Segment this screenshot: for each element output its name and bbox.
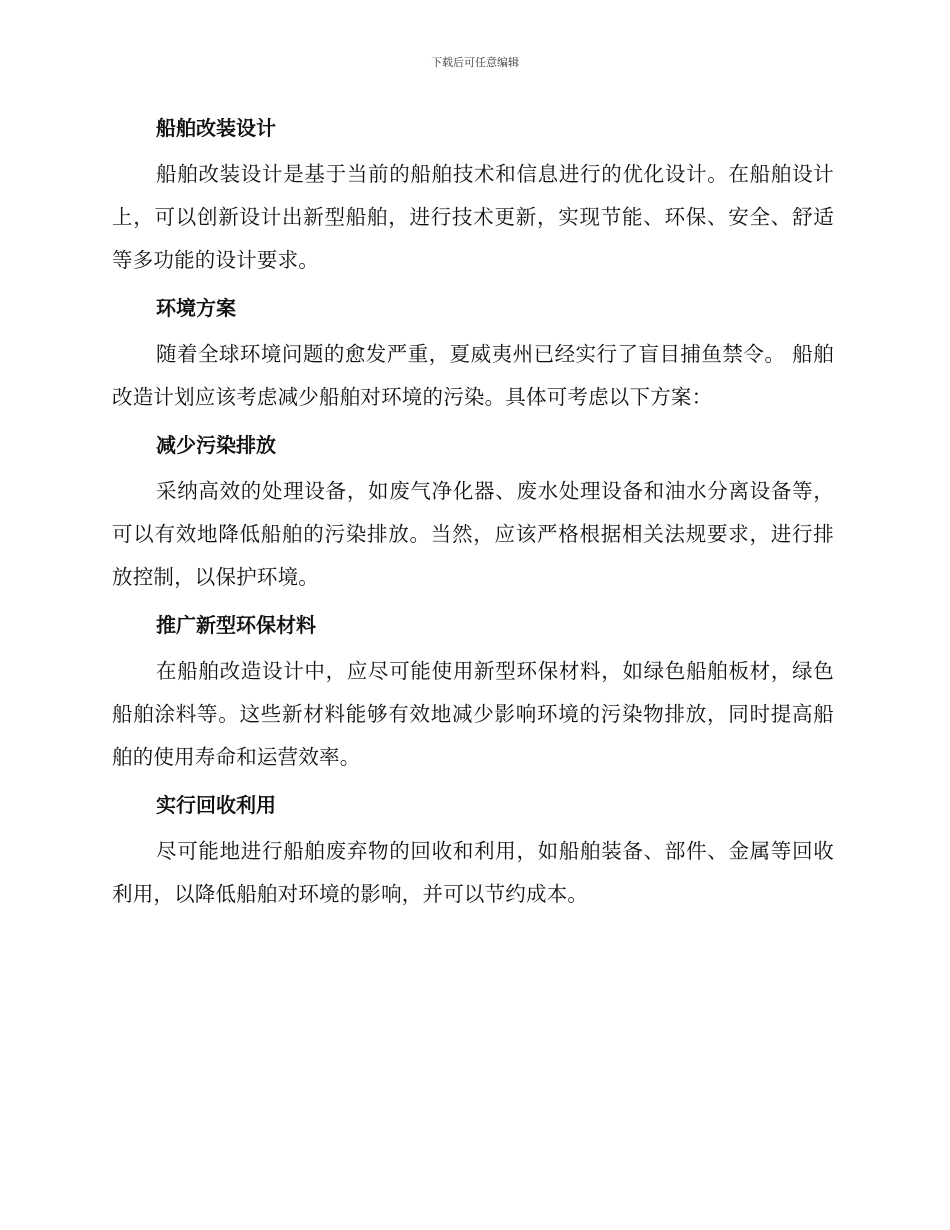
section-paragraph: 采纳高效的处理设备，如废气净化器、废水处理设备和油水分离设备等，可以有效地降低船舶的污染排放。当然，应该严格根据相关法规要求，进行排放控制，以保护环境。 — [112, 479, 834, 589]
section-heading: 船舶改装设计 — [156, 116, 276, 140]
page-header: 下载后可任意编辑 — [431, 56, 519, 69]
section-ship-modification-design — [112, 108, 834, 282]
section-heading: 减少污染排放 — [156, 433, 276, 457]
section-heading: 环境方案 — [156, 296, 236, 320]
section-paragraph: 随着全球环境问题的愈发严重，夏威夷州已经实行了盲目捕鱼禁令。 船舶改造计划应该考虑减少船舶对环境的污染。具体可考虑以下方案： — [112, 342, 834, 409]
section-recycling — [112, 785, 834, 916]
section-reduce-pollution — [112, 425, 834, 599]
section-environment-plan — [112, 288, 834, 419]
section-paragraph: 在船舶改造设计中，应尽可能使用新型环保材料，如绿色船舶板材，绿色船舶涂料等。这些新材料能够有效地减少影响环境的污染物排放，同时提高船舶的使用寿命和运营效率。 — [112, 659, 834, 769]
document-body — [112, 108, 834, 922]
section-paragraph: 船舶改装设计是基于当前的船舶技术和信息进行的优化设计。在船舶设计上，可以创新设计出新型船舶，进行技术更新，实现节能、环保、安全、舒适等多功能的设计要求。 — [112, 162, 834, 272]
section-eco-materials — [112, 605, 834, 779]
section-paragraph: 尽可能地进行船舶废弃物的回收和利用，如船舶装备、部件、金属等回收利用，以降低船舶对环境的影响，并可以节约成本。 — [112, 839, 834, 906]
section-heading: 推广新型环保材料 — [156, 613, 316, 637]
section-heading: 实行回收利用 — [156, 793, 276, 817]
